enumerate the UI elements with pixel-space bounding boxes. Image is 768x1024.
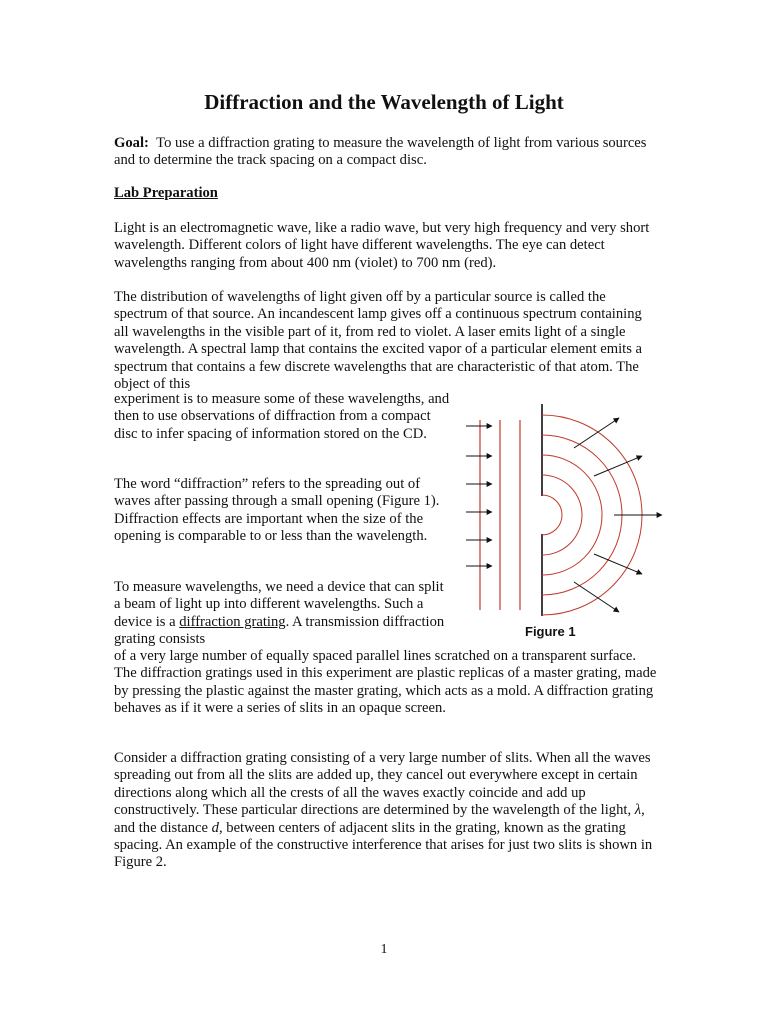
diffracted-arrow [594,554,642,574]
figure-1-diffraction-diagram [464,388,664,628]
paragraph-spectrum: The distribution of wavelengths of light given off by a particular source is called the spectrum of that source. An incandescent lamp gives off a continuous spectrum containing all wavelengths in the visible part of it, from red to violet. A laser emits light of a single wavelength. A spectral lamp that contains the excited vapor of a particular element emits a spectrum that contains a few discrete wavelengths that are characteristic of that atom. The object of this [114,289,643,393]
diffracted-arrow [594,456,642,476]
grating-text-a: To measure wavelengths, we need a device that can split a beam of light up into different wavelengths. Such a device is a [114,579,444,630]
figure-1-caption: Figure 1 [525,624,576,639]
goal-label: Goal [114,135,144,151]
page-title: Diffraction and the Wavelength of Light [204,90,564,114]
paragraph-diffraction-definition: The word “diffraction” refers to the spreading out of waves after passing through a small opening (Figure 1). Diffraction effects are important when the size of the opening is comparable to or less than the wavelength. [114,476,440,545]
page-number: 1 [380,942,388,957]
diffracted-wavefront [542,455,602,575]
paragraph-grating-intro [114,579,450,649]
d-symbol: d [211,819,219,836]
diffracted-wavefront [542,495,562,535]
paragraph-light-intro: Light is an electromagnetic wave, like a radio wave, but very high frequency and very short wavelength. Different colors of light have different wavelengths. The eye can detect wavelengths ranging from about 400 nm (violet) to 700 nm (red). [114,220,650,271]
goal-text: To use a diffraction grating to measure the wavelength of light from various sources and to determine the track spacing on a compact disc. [114,135,647,169]
goal-paragraph [114,135,659,170]
lambda-symbol: λ [634,802,642,819]
interference-text-b: , and the distance [114,802,645,836]
diffraction-grating-term: diffraction grating [179,613,286,630]
lab-preparation-heading: Lab Preparation [114,185,218,201]
interference-text-c: , between centers of adjacent slits in the grating, known as the grating spacing. An example of the constructive interference that arises for just two slits is shown in Figure 2. [114,819,653,871]
paragraph-grating-description: of a very large number of equally spaced parallel lines scratched on a transparent surface. The diffraction gratings used in this experiment are plastic replicas of a master grating, made by pressing the plastic against the master grating, which acts as a mold. A diffraction grating behaves as if it were a series of slits in an opaque screen. [114,648,657,717]
goal-colon: : [144,135,149,151]
interference-text-a: Consider a diffraction grating consisting of a very large number of slits. When all the waves spreading out from all the slits are added up, they cancel out everywhere except in certain directions along which all the crests of all the waves exactly coincide and add up constructively. These particular directions are determined by the wavelength of the light, [114,750,651,819]
paragraph-spectrum-continued: experiment is to measure some of these wavelengths, and then to use observations of diffraction from a compact disc to infer spacing of information stored on the CD. [114,391,450,442]
grating-text-b: . A transmission diffraction grating consists [114,613,445,648]
paragraph-constructive-interference [114,750,659,872]
